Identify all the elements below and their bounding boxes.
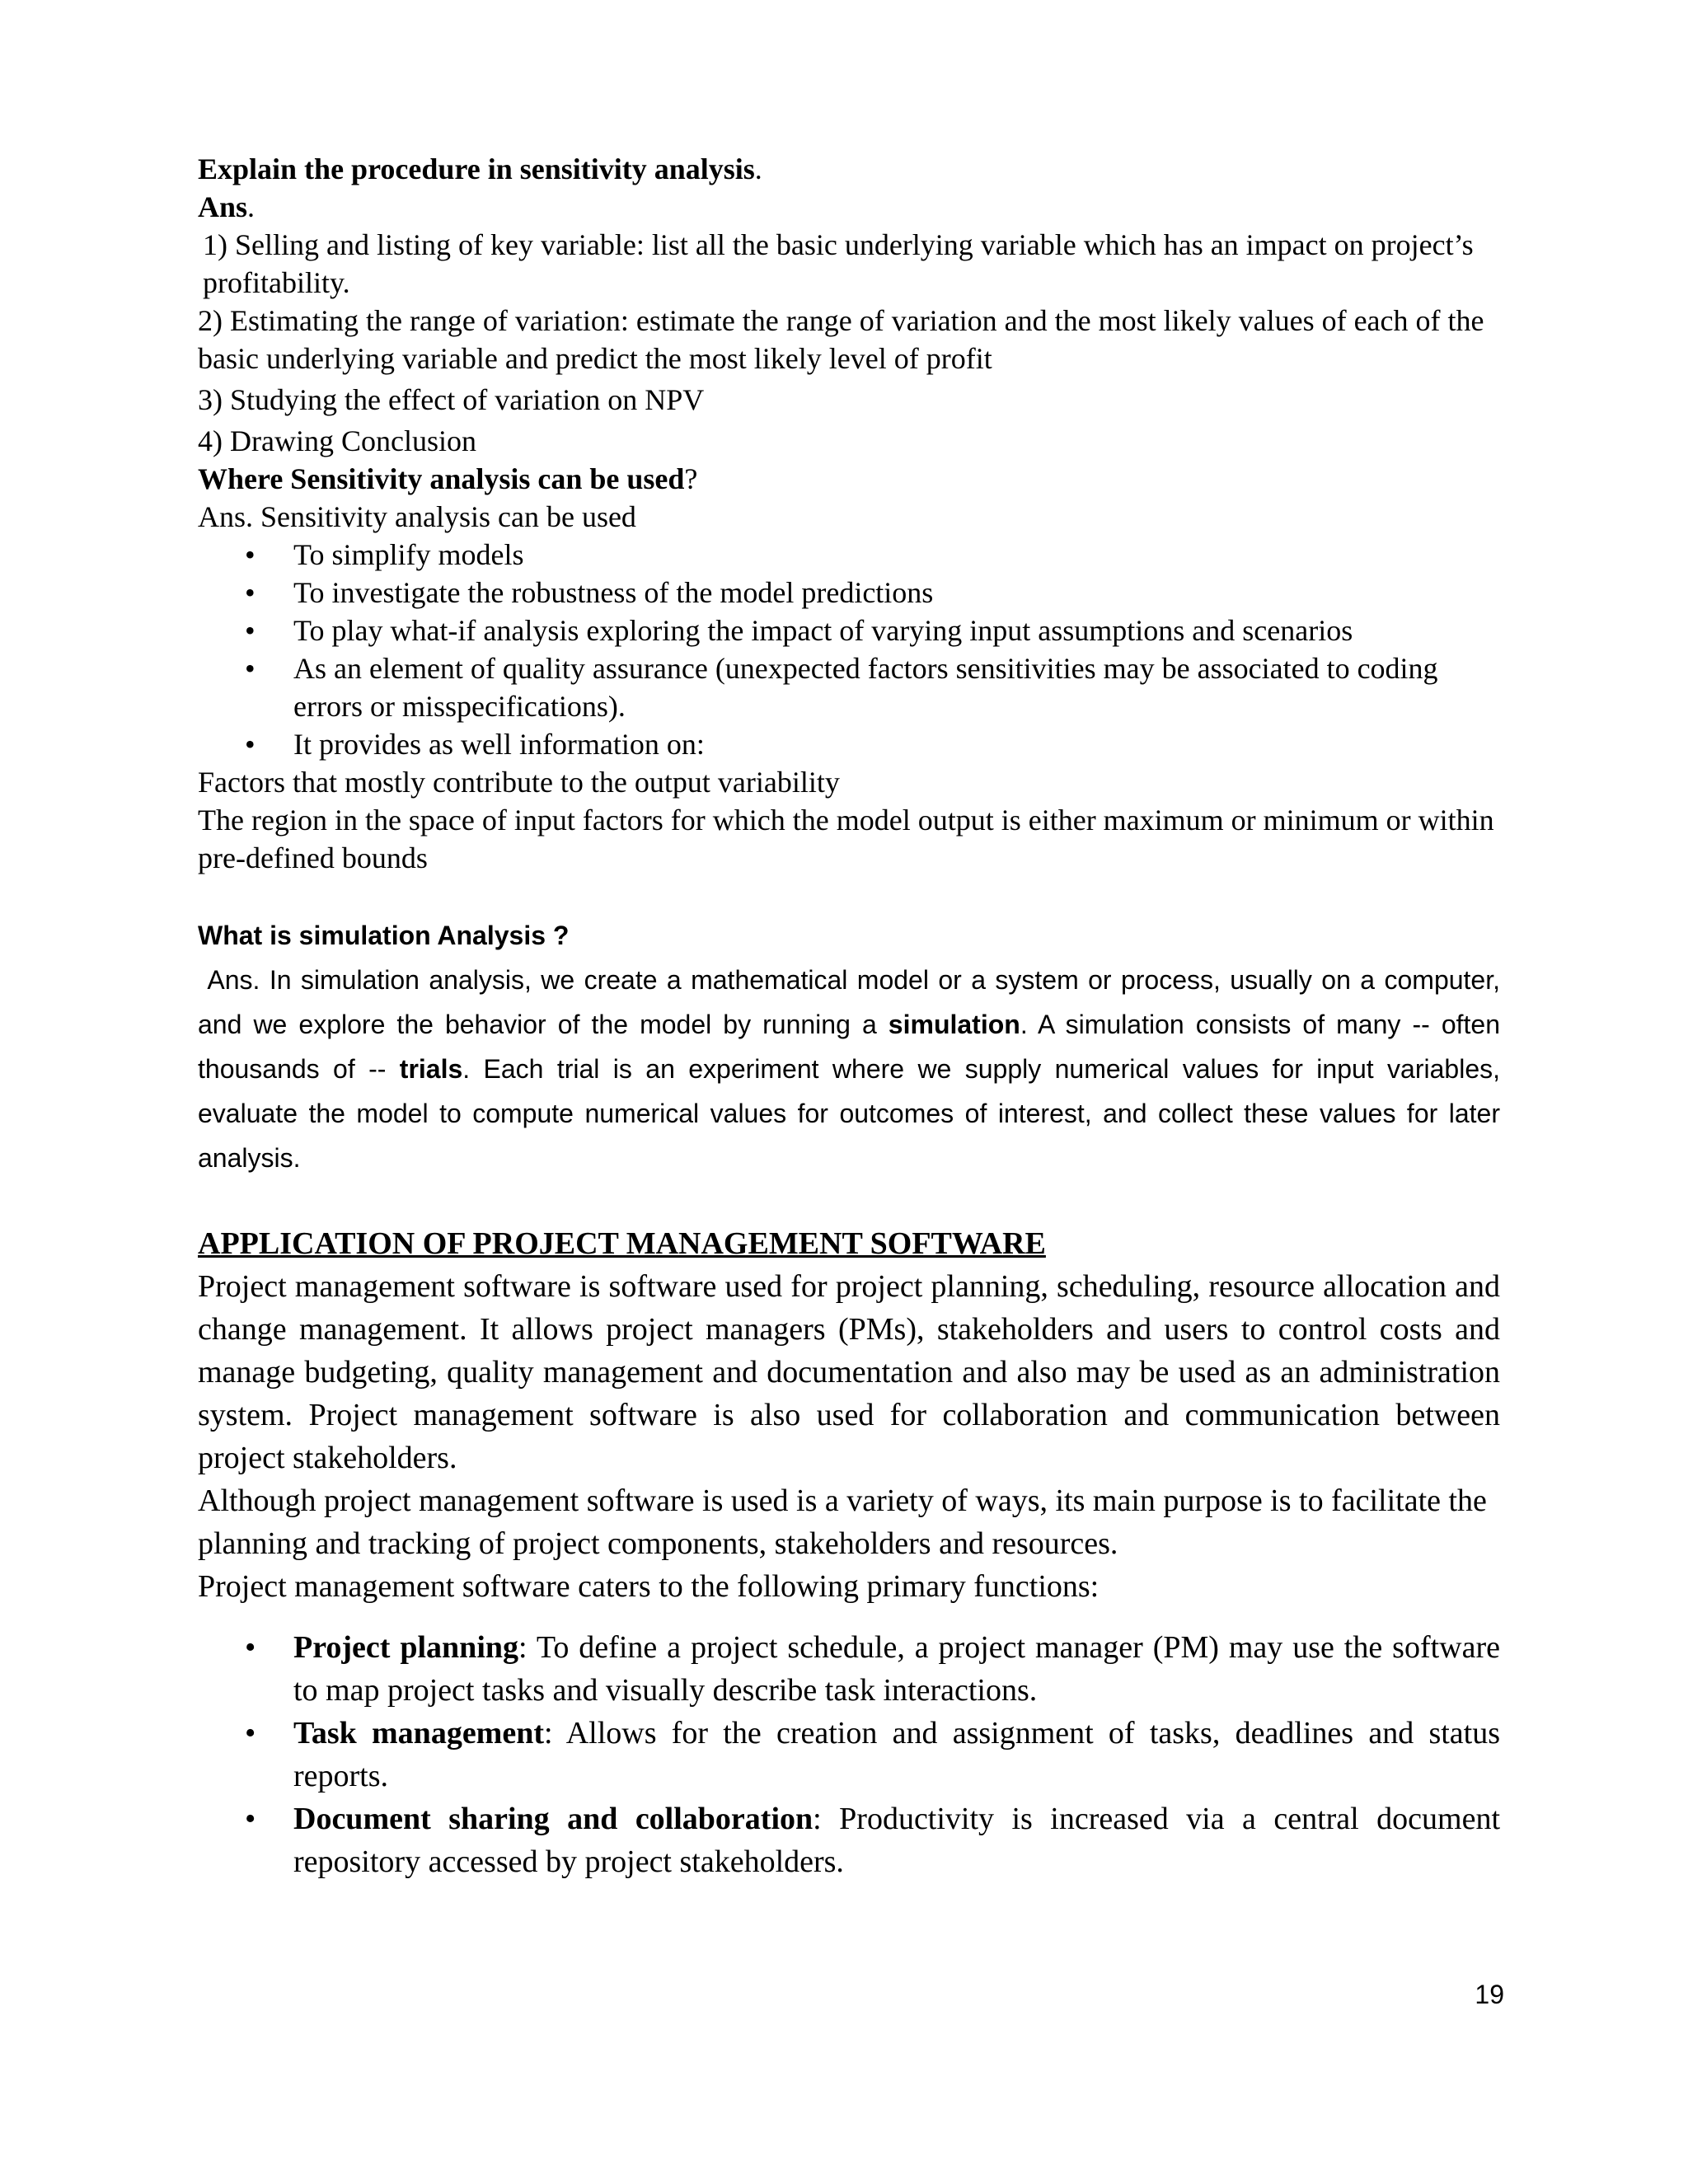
question-text: Explain the procedure in sensitivity analysis: [198, 152, 755, 185]
simulation-answer: Ans. In simulation analysis, we create a mathematical model or a system or process, usually on a computer, and we explore the behavior of the model by running a simulation. A simulation consists of many -- often thousands of -- trials. Each trial is an experiment where we supply numerical values for input variables, evaluate the model to compute numerical values for outcomes of interest, and collect these values for later analysis.: [198, 965, 1501, 1173]
simulation-heading: What is simulation Analysis ?: [198, 921, 570, 950]
list-item: • Task management: Allows for the creation and assignment of tasks, deadlines and status reports.: [198, 1712, 1500, 1797]
bullet-icon: •: [245, 652, 256, 685]
question2-text: Where Sensitivity analysis can be used: [198, 462, 685, 495]
list-item: • Document sharing and collaboration: Productivity is increased via a central document repository accessed by project stakeholders.: [198, 1797, 1500, 1883]
paragraph: Project management software is software used for project planning, scheduling, resource allocation and change management. It allows project managers (PMs), stakeholders and users to control costs and manage budgeting, quality management and documentation and also may be used as an administration system. Project management software is also used for collaboration and communication between project stakeholders.: [198, 1269, 1500, 1475]
bullet-icon: •: [245, 1716, 256, 1750]
function-term: Task management: [293, 1716, 544, 1750]
list-item: • To investigate the robustness of the model predictions: [198, 574, 1500, 612]
step-4: 4) Drawing Conclusion: [198, 424, 476, 457]
info-line: Factors that mostly contribute to the output variability: [198, 766, 840, 799]
answer2-intro: Ans. Sensitivity analysis can be used: [198, 500, 636, 533]
uses-list: [198, 536, 1500, 763]
list-item: • To play what-if analysis exploring the impact of varying input assumptions and scenarios: [198, 612, 1500, 649]
list-item: • Project planning: To define a project schedule, a project manager (PM) may use the software to map project tasks and visually describe task interactions.: [198, 1626, 1500, 1712]
info-line: The region in the space of input factors for which the model output is either maximum or minimum or within pre-defined bounds: [198, 804, 1494, 874]
simulation-term: simulation: [888, 1010, 1020, 1039]
pm-software-section: [198, 1222, 1500, 1883]
function-term: Project planning: [293, 1630, 519, 1665]
paragraph: Although project management software is used is a variety of ways, its main purpose is to facilitate the planning and tracking of project components, stakeholders and resources.: [198, 1483, 1487, 1561]
bullet-icon: •: [245, 728, 256, 761]
paragraph: Project management software caters to the following primary functions:: [198, 1569, 1100, 1604]
list-item: • It provides as well information on:: [198, 725, 1500, 763]
bullet-icon: •: [245, 576, 256, 609]
bullet-icon: •: [245, 1630, 256, 1665]
function-term: Document sharing and collaboration: [293, 1802, 814, 1836]
section-title: APPLICATION OF PROJECT MANAGEMENT SOFTWARE: [198, 1226, 1046, 1261]
question-heading: Explain the procedure in sensitivity analysis.: [198, 152, 762, 185]
bullet-icon: •: [245, 614, 256, 647]
bullet-icon: •: [245, 1802, 256, 1836]
page-number: 19: [1475, 1980, 1504, 2009]
bullet-icon: •: [245, 538, 256, 571]
list-item: • To simplify models: [198, 536, 1500, 574]
sensitivity-procedure-section: [198, 150, 1500, 877]
trials-term: trials: [399, 1054, 463, 1084]
step-1: 1) Selling and listing of key variable: list all the basic underlying variable which has an impact on project’s profitability.: [203, 228, 1474, 299]
list-item: • As an element of quality assurance (unexpected factors sensitivities may be associated to coding errors or misspecifications).: [198, 649, 1500, 725]
step-3: 3) Studying the effect of variation on NPV: [198, 383, 705, 416]
answer-label: Ans.: [198, 190, 256, 223]
question2-heading: Where Sensitivity analysis can be used?: [198, 462, 698, 495]
step-2: 2) Estimating the range of variation: estimate the range of variation and the most likely values of each of the basic underlying variable and predict the most likely level of profit: [198, 304, 1484, 375]
functions-list: [198, 1626, 1500, 1883]
simulation-section: [198, 919, 1500, 1180]
